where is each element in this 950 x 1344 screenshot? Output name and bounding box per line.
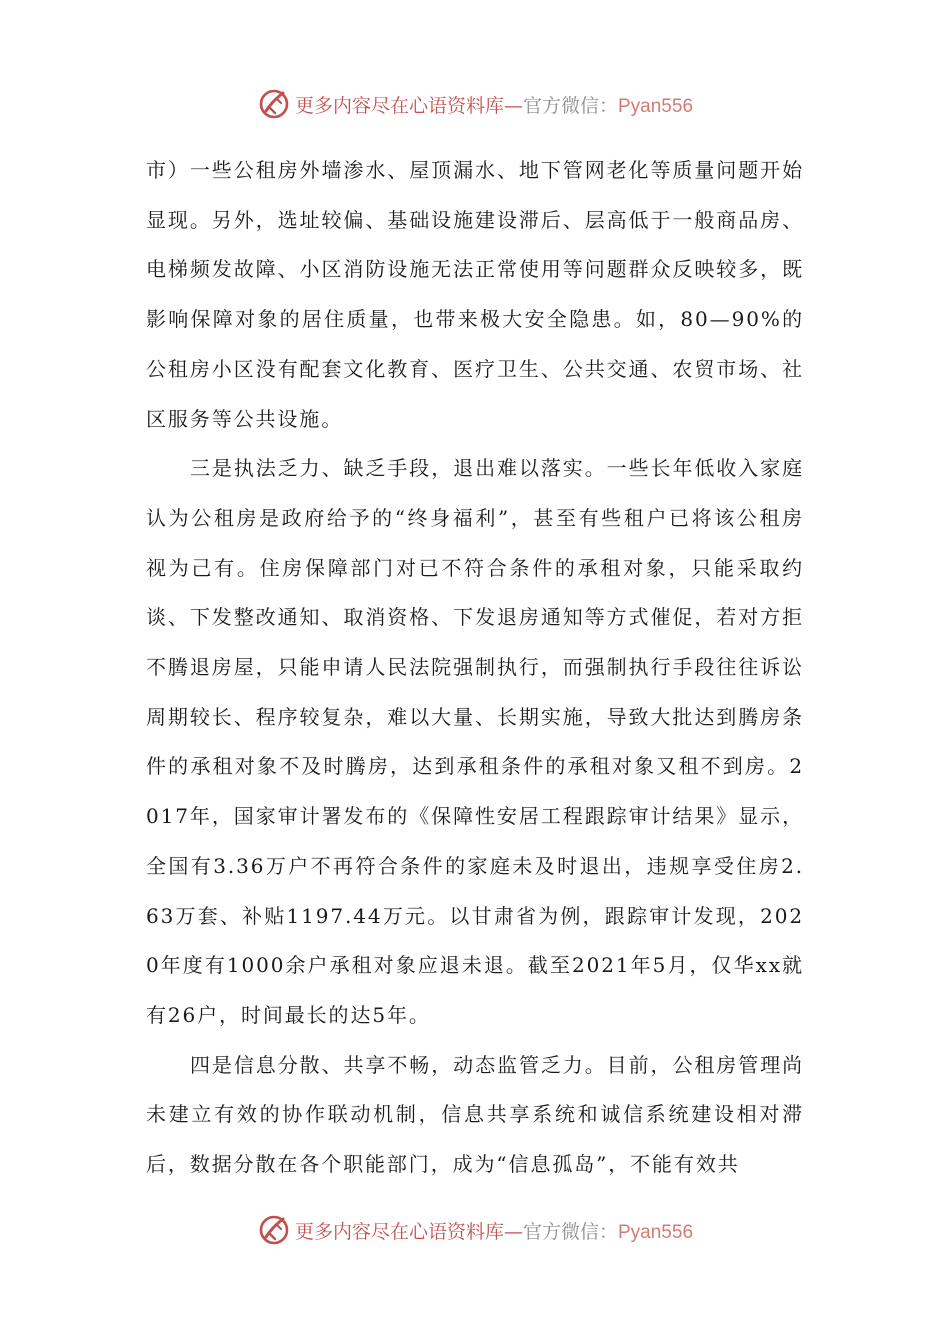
paragraph: 三是执法乏力、缺乏手段，退出难以落实。一些长年低收入家庭认为公租房是政府给予的“终身福利”，甚至有些租户已将该公租房视为己有。住房保障部门对已不符合条件的承租对象，只能采取约谈、下发整改通知、取消资格、下发退房通知等方式催促，若对方拒不腾退房屋，只能申请人民法院强制执行，而强制执行手段往往诉讼周期较长、程序较复杂，难以大量、长期实施，导致大批达到腾房条件的承租对象不及时腾房，达到承租条件的承租对象又租不到房。2017年，国家审计署发布的《保障性安居工程跟踪审计结果》显示，全国有3.36万户不再符合条件的家庭未及时退出，违规享受住房2.63万套、补贴1197.44万元。以甘肃省为例，跟踪审计发现，2020年度有1000余户承租对象应退未退。截至2021年5月，仅华xx就有26户，时间最长的达5年。 (146, 456, 804, 1027)
header-watermark-wechat-label: 官方微信： (522, 94, 618, 117)
header-watermark-wechat-id: Pyan556 (618, 95, 694, 117)
header-watermark-banner (0, 84, 950, 124)
header-watermark-main: 更多内容尽在心语资料库 (294, 94, 504, 117)
footer-watermark-main: 更多内容尽在心语资料库 (294, 1220, 504, 1243)
pen-logo-icon (257, 1213, 291, 1247)
header-watermark-dash: — (503, 94, 523, 117)
paragraph: 四是信息分散、共享不畅，动态监管乏力。目前，公租房管理尚未建立有效的协作联动机制，信息共享系统和诚信系统建设相对滞后，数据分散在各个职能部门，成为“信息孤岛”，不能有效共 (146, 1052, 804, 1177)
footer-watermark-dash: — (503, 1220, 523, 1243)
footer-watermark-wechat-label: 官方微信： (522, 1220, 618, 1243)
footer-watermark-banner (0, 1210, 950, 1250)
pen-logo-icon (257, 87, 291, 121)
paragraph: 市）一些公租房外墙渗水、屋顶漏水、地下管网老化等质量问题开始显现。另外，选址较偏、基础设施建设滞后、层高低于一般商品房、电梯频发故障、小区消防设施无法正常使用等问题群众反映较多，既影响保障对象的居住质量，也带来极大安全隐患。如，80—90%的公租房小区没有配套文化教育、医疗卫生、公共交通、农贸市场、社区服务等公共设施。 (146, 158, 804, 431)
document-body (146, 146, 804, 1190)
footer-watermark-wechat-id: Pyan556 (618, 1221, 694, 1243)
header-watermark-text (295, 91, 693, 118)
footer-watermark-text (295, 1217, 693, 1244)
